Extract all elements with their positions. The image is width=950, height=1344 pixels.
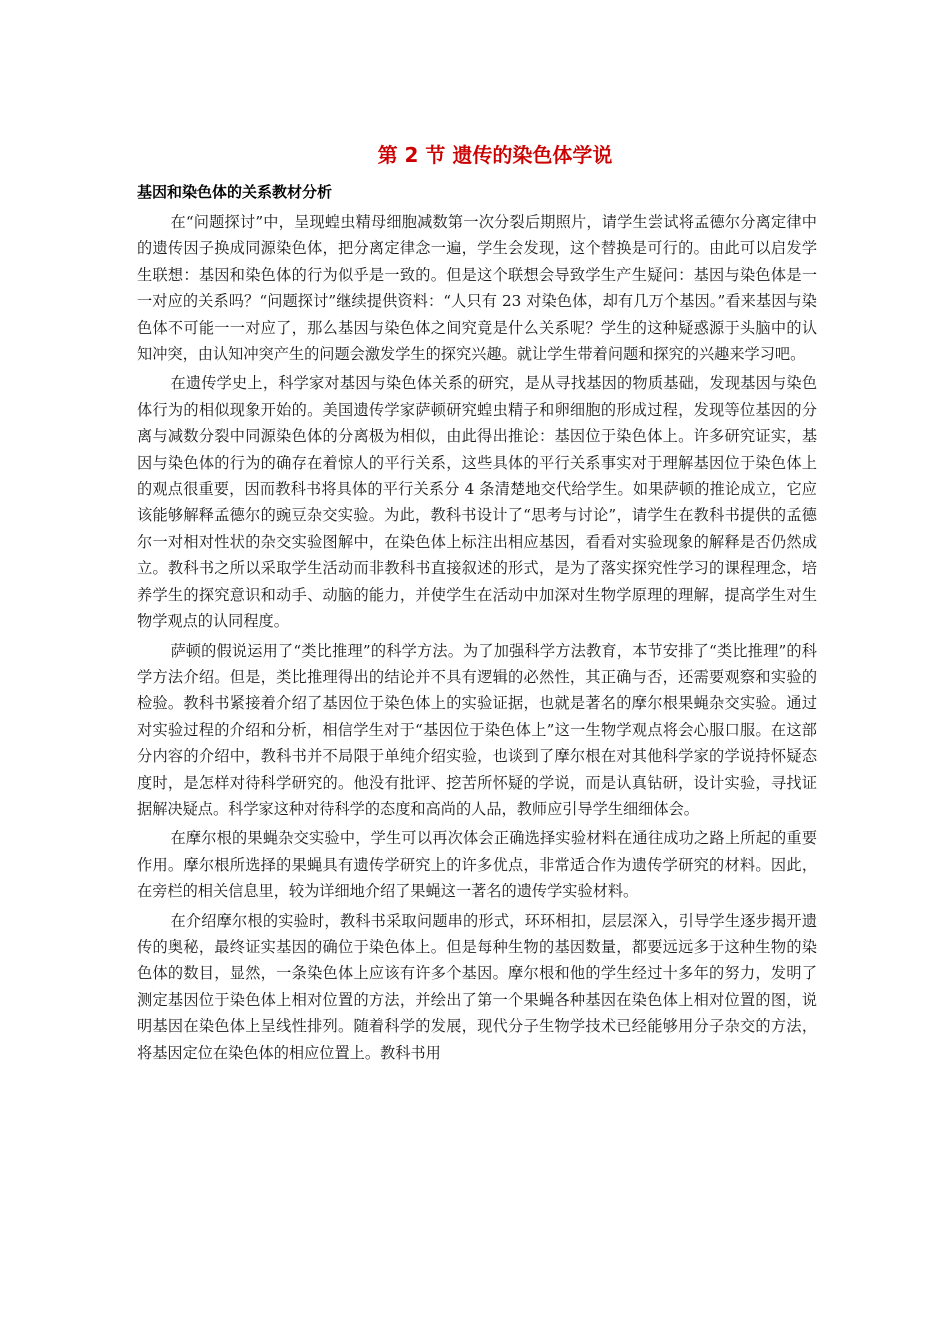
section-subtitle: 基因和染色体的关系教材分析 <box>137 183 333 201</box>
paragraph: 在摩尔根的果蝇杂交实验中，学生可以再次体会正确选择实验材料在通往成功之路上所起的重要作用。摩尔根所选择的果蝇具有遗传学研究上的许多优点，非常适合作为遗传学研究的材料。因此，在旁栏的相关信息里，较为详细地介绍了果蝇这一著名的遗传学实验材料。 <box>137 829 817 901</box>
section-title: 第 2 节 遗传的染色体学说 <box>377 143 613 167</box>
body-text <box>137 209 817 1069</box>
paragraph: 萨顿的假说运用了“类比推理”的科学方法。为了加强科学方法教育，本节安排了“类比推理”的科学方法介绍。但是，类比推理得出的结论并不具有逻辑的必然性，其正确与否，还需要观察和实验的检验。教科书紧接着介绍了基因位于染色体上的实验证据，也就是著名的摩尔根果蝇杂交实验。通过对实验过程的介绍和分析，相信学生对于“基因位于染色体上”这一生物学观点将会心服口服。在这部分内容的介绍中，教科书并不局限于单纯介绍实验，也谈到了摩尔根在对其他科学家的学说持怀疑态度时，是怎样对待科学研究的。他没有批评、挖苦所怀疑的学说，而是认真钻研，设计实验，寻找证据解决疑点。科学家这种对待科学的态度和高尚的人品，教师应引导学生细细体会。 <box>137 641 817 818</box>
paragraph: 在“问题探讨”中，呈现蝗虫精母细胞减数第一次分裂后期照片，请学生尝试将孟德尔分离定律中的遗传因子换成同源染色体，把分离定律念一遍，学生会发现，这个替换是可行的。由此可以启发学生联想：基因和染色体的行为似乎是一致的。但是这个联想会导致学生产生疑问：基因与染色体是一一对应的关系吗？“问题探讨”继续提供资料：“人只有 23 对染色体，却有几万个基因。”看来基因与染色体不可能一一对应了，那么基因与染色体之间究竟是什么关系呢？学生的这种疑惑源于头脑中的认知冲突，由认知冲突产生的问题会激发学生的探究兴趣。就让学生带着问题和探究的兴趣来学习吧。 <box>137 213 817 364</box>
paragraph: 在遗传学史上，科学家对基因与染色体关系的研究，是从寻找基因的物质基础，发现基因与染色体行为的相似现象开始的。美国遗传学家萨顿研究蝗虫精子和卵细胞的形成过程，发现等位基因的分离与减数分裂中同源染色体的分离极为相似，由此得出推论：基因位于染色体上。许多研究证实，基因与染色体的行为的确存在着惊人的平行关系，这些具体的平行关系事实对于理解基因位于染色体上的观点很重要，因而教科书将具体的平行关系分 4 条清楚地交代给学生。如果萨顿的推论成立，它应该能够解释孟德尔的豌豆杂交实验。为此，教科书设计了“思考与讨论”，请学生在教科书提供的孟德尔一对相对性状的杂交实验图解中，在染色体上标注出相应基因，看看对实验现象的解释是否仍然成立。教科书之所以采取学生活动而非教科书直接叙述的形式，是为了落实探究性学习的课程理念，培养学生的探究意识和动手、动脑的能力，并使学生在活动中加深对生物学原理的理解，提高学生对生物学观点的认同程度。 <box>137 374 817 631</box>
paragraph: 在介绍摩尔根的实验时，教科书采取问题串的形式，环环相扣，层层深入，引导学生逐步揭开遗传的奥秘，最终证实基因的确位于染色体上。但是每种生物的基因数量，都要远远多于这种生物的染色体的数目，显然，一条染色体上应该有许多个基因。摩尔根和他的学生经过十多年的努力，发明了测定基因位于染色体上相对位置的方法，并绘出了第一个果蝇各种基因在染色体上相对位置的图，说明基因在染色体上呈线性排列。随着科学的发展，现代分子生物学技术已经能够用分子杂交的方法，将基因定位在染色体的相应位置上。教科书用 <box>137 911 817 1062</box>
